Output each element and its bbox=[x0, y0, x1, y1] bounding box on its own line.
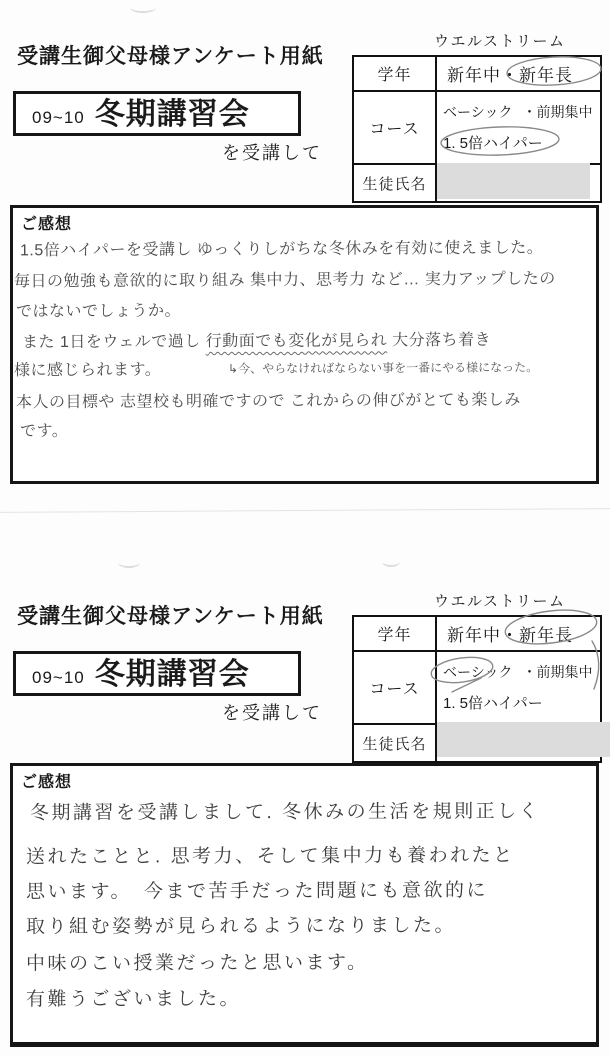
scan-curl-mark bbox=[130, 2, 156, 13]
scan-page-divider bbox=[0, 508, 610, 513]
handwritten-line: ではないでしょうか。 bbox=[15, 302, 182, 321]
grade-value: 新年中・ 新年長 bbox=[437, 617, 600, 652]
course-name: 冬期講習会 bbox=[94, 658, 250, 691]
course-option-line2: 1. 5倍ハイパー bbox=[443, 135, 543, 152]
grade-circled-value: 新年長 bbox=[519, 66, 573, 85]
handwritten-line: 取り組む姿勢が見られるようになりました。 bbox=[25, 915, 457, 938]
course-label: コース bbox=[354, 652, 437, 725]
brand-name: ウエルストリーム bbox=[434, 33, 566, 50]
scan-curl-mark bbox=[382, 556, 400, 567]
course-suffix: を受講して bbox=[222, 143, 322, 163]
handwritten-line: 本人の目標や 志望校も明確ですので これからの伸びがとても楽しみ bbox=[15, 391, 521, 412]
course-title-box bbox=[13, 651, 301, 696]
grade-value: 新年中・ 新年長 bbox=[437, 57, 600, 92]
handwritten-line: 思います。 今まで苦手だった問題にも意欲的に bbox=[25, 880, 489, 903]
course-suffix: を受講して bbox=[222, 703, 322, 723]
grade-label: 学年 bbox=[354, 617, 437, 652]
comments-label: ご感想 bbox=[21, 216, 73, 233]
student-name-label: 生徒氏名 bbox=[354, 725, 437, 761]
handwritten-line: 毎日の勉強も意欲的に取り組み 集中力、思考力 など… 実力アップしたの bbox=[13, 270, 556, 291]
page-title: 受講生御父母様アンケート用紙 bbox=[17, 45, 324, 69]
handwritten-line: 様に感じられます。 bbox=[13, 361, 162, 380]
handwritten-line: 中味のこい授業だったと思います。 bbox=[25, 952, 369, 975]
redacted-student-name bbox=[437, 722, 610, 757]
course-value bbox=[437, 92, 600, 165]
course-year: 09~10 bbox=[32, 668, 85, 687]
handwritten-line: 有難うございました。 bbox=[25, 988, 242, 1011]
wavy-underlined-text: 行動面でも変化が見られ bbox=[205, 332, 388, 351]
handwritten-line: 送れたことと. 思考力、そして集中力も養われたと bbox=[25, 845, 515, 868]
handwritten-line: 冬期講習を受講しまして. 冬休みの生活を規則正しく bbox=[29, 801, 541, 824]
grade-circled-value: 新年長 bbox=[519, 626, 573, 645]
handwritten-line: です。 bbox=[19, 422, 69, 441]
comments-label: ご感想 bbox=[21, 774, 73, 791]
grade-label: 学年 bbox=[354, 57, 437, 92]
scan-curl-mark bbox=[118, 557, 140, 568]
handwritten-note: ↳今、やらなければならない事を一番にやる様になった。 bbox=[227, 360, 539, 376]
course-option-line1: ベーシック ・前期集中 bbox=[443, 664, 593, 680]
student-name-label: 生徒氏名 bbox=[354, 165, 437, 201]
course-year: 09~10 bbox=[32, 108, 85, 127]
course-title-box bbox=[13, 91, 301, 136]
course-value bbox=[437, 652, 600, 725]
course-label: コース bbox=[354, 92, 437, 165]
page-title: 受講生御父母様アンケート用紙 bbox=[17, 605, 324, 629]
course-name: 冬期講習会 bbox=[94, 98, 250, 131]
handwritten-line: また 1日をウェルで過し 行動面でも変化が見られ 大分落ち着き bbox=[21, 331, 492, 352]
redacted-student-name bbox=[437, 163, 590, 199]
handwritten-line: 1.5倍ハイパーを受講し ゆっくりしがちな冬休みを有効に使えました。 bbox=[19, 239, 544, 260]
course-option-line2: 1. 5倍ハイパー bbox=[443, 695, 543, 712]
course-option-line1: ベーシック ・前期集中 bbox=[443, 104, 593, 120]
brand-name: ウエルストリーム bbox=[434, 593, 566, 610]
